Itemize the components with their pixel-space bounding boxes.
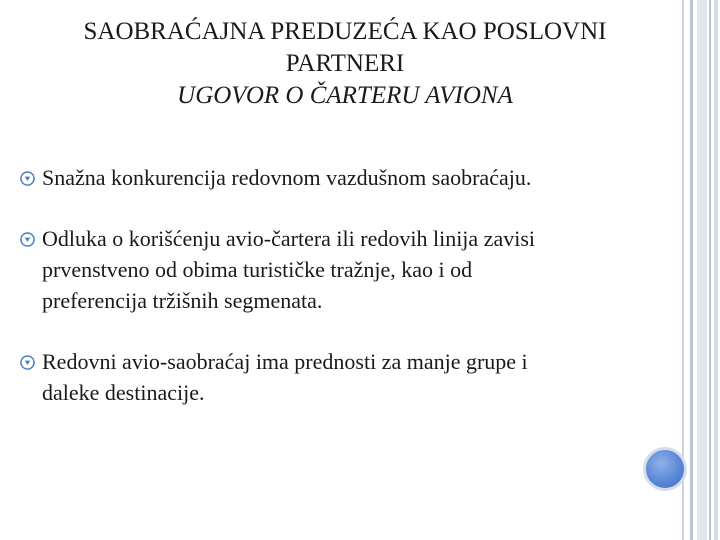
decorative-stripe [714, 0, 718, 540]
title-line-1: SAOBRAĆAJNA PREDUZEĆA KAO POSLOVNI [83, 18, 607, 45]
slide-subtitle: UGOVOR O ČARTERU AVIONA [177, 82, 513, 109]
bullet-text-line: Odluka o korišćenju avio-čartera ili redovih linija zavisi [42, 226, 536, 251]
bullet-text-line: daleke destinacije. [42, 380, 205, 405]
circle-arrow-bullet-icon [20, 355, 35, 370]
circle-arrow-bullet-icon [20, 232, 35, 247]
blue-circle-decoration [643, 447, 687, 491]
decorative-stripe [697, 0, 707, 540]
bullet-text-line: Snažna konkurencija redovnom vazdušnom saobraćaju. [42, 165, 532, 190]
decorative-stripe [709, 0, 711, 540]
bullet-text-line: prvenstveno od obima turističke tražnje, kao i od [42, 257, 473, 282]
slide-title [30, 16, 660, 112]
bullet-item-1 [20, 162, 660, 193]
bullet-item-3 [20, 346, 660, 408]
decorative-stripe [690, 0, 693, 540]
bullet-text-line: preferencija tržišnih segmenata. [42, 288, 323, 313]
title-line-2: PARTNERI [285, 50, 405, 77]
bullet-list [20, 162, 660, 438]
bullet-text-line: Redovni avio-saobraćaj ima prednosti za manje grupe i [42, 349, 528, 374]
circle-arrow-bullet-icon [20, 171, 35, 186]
bullet-item-2 [20, 223, 660, 316]
